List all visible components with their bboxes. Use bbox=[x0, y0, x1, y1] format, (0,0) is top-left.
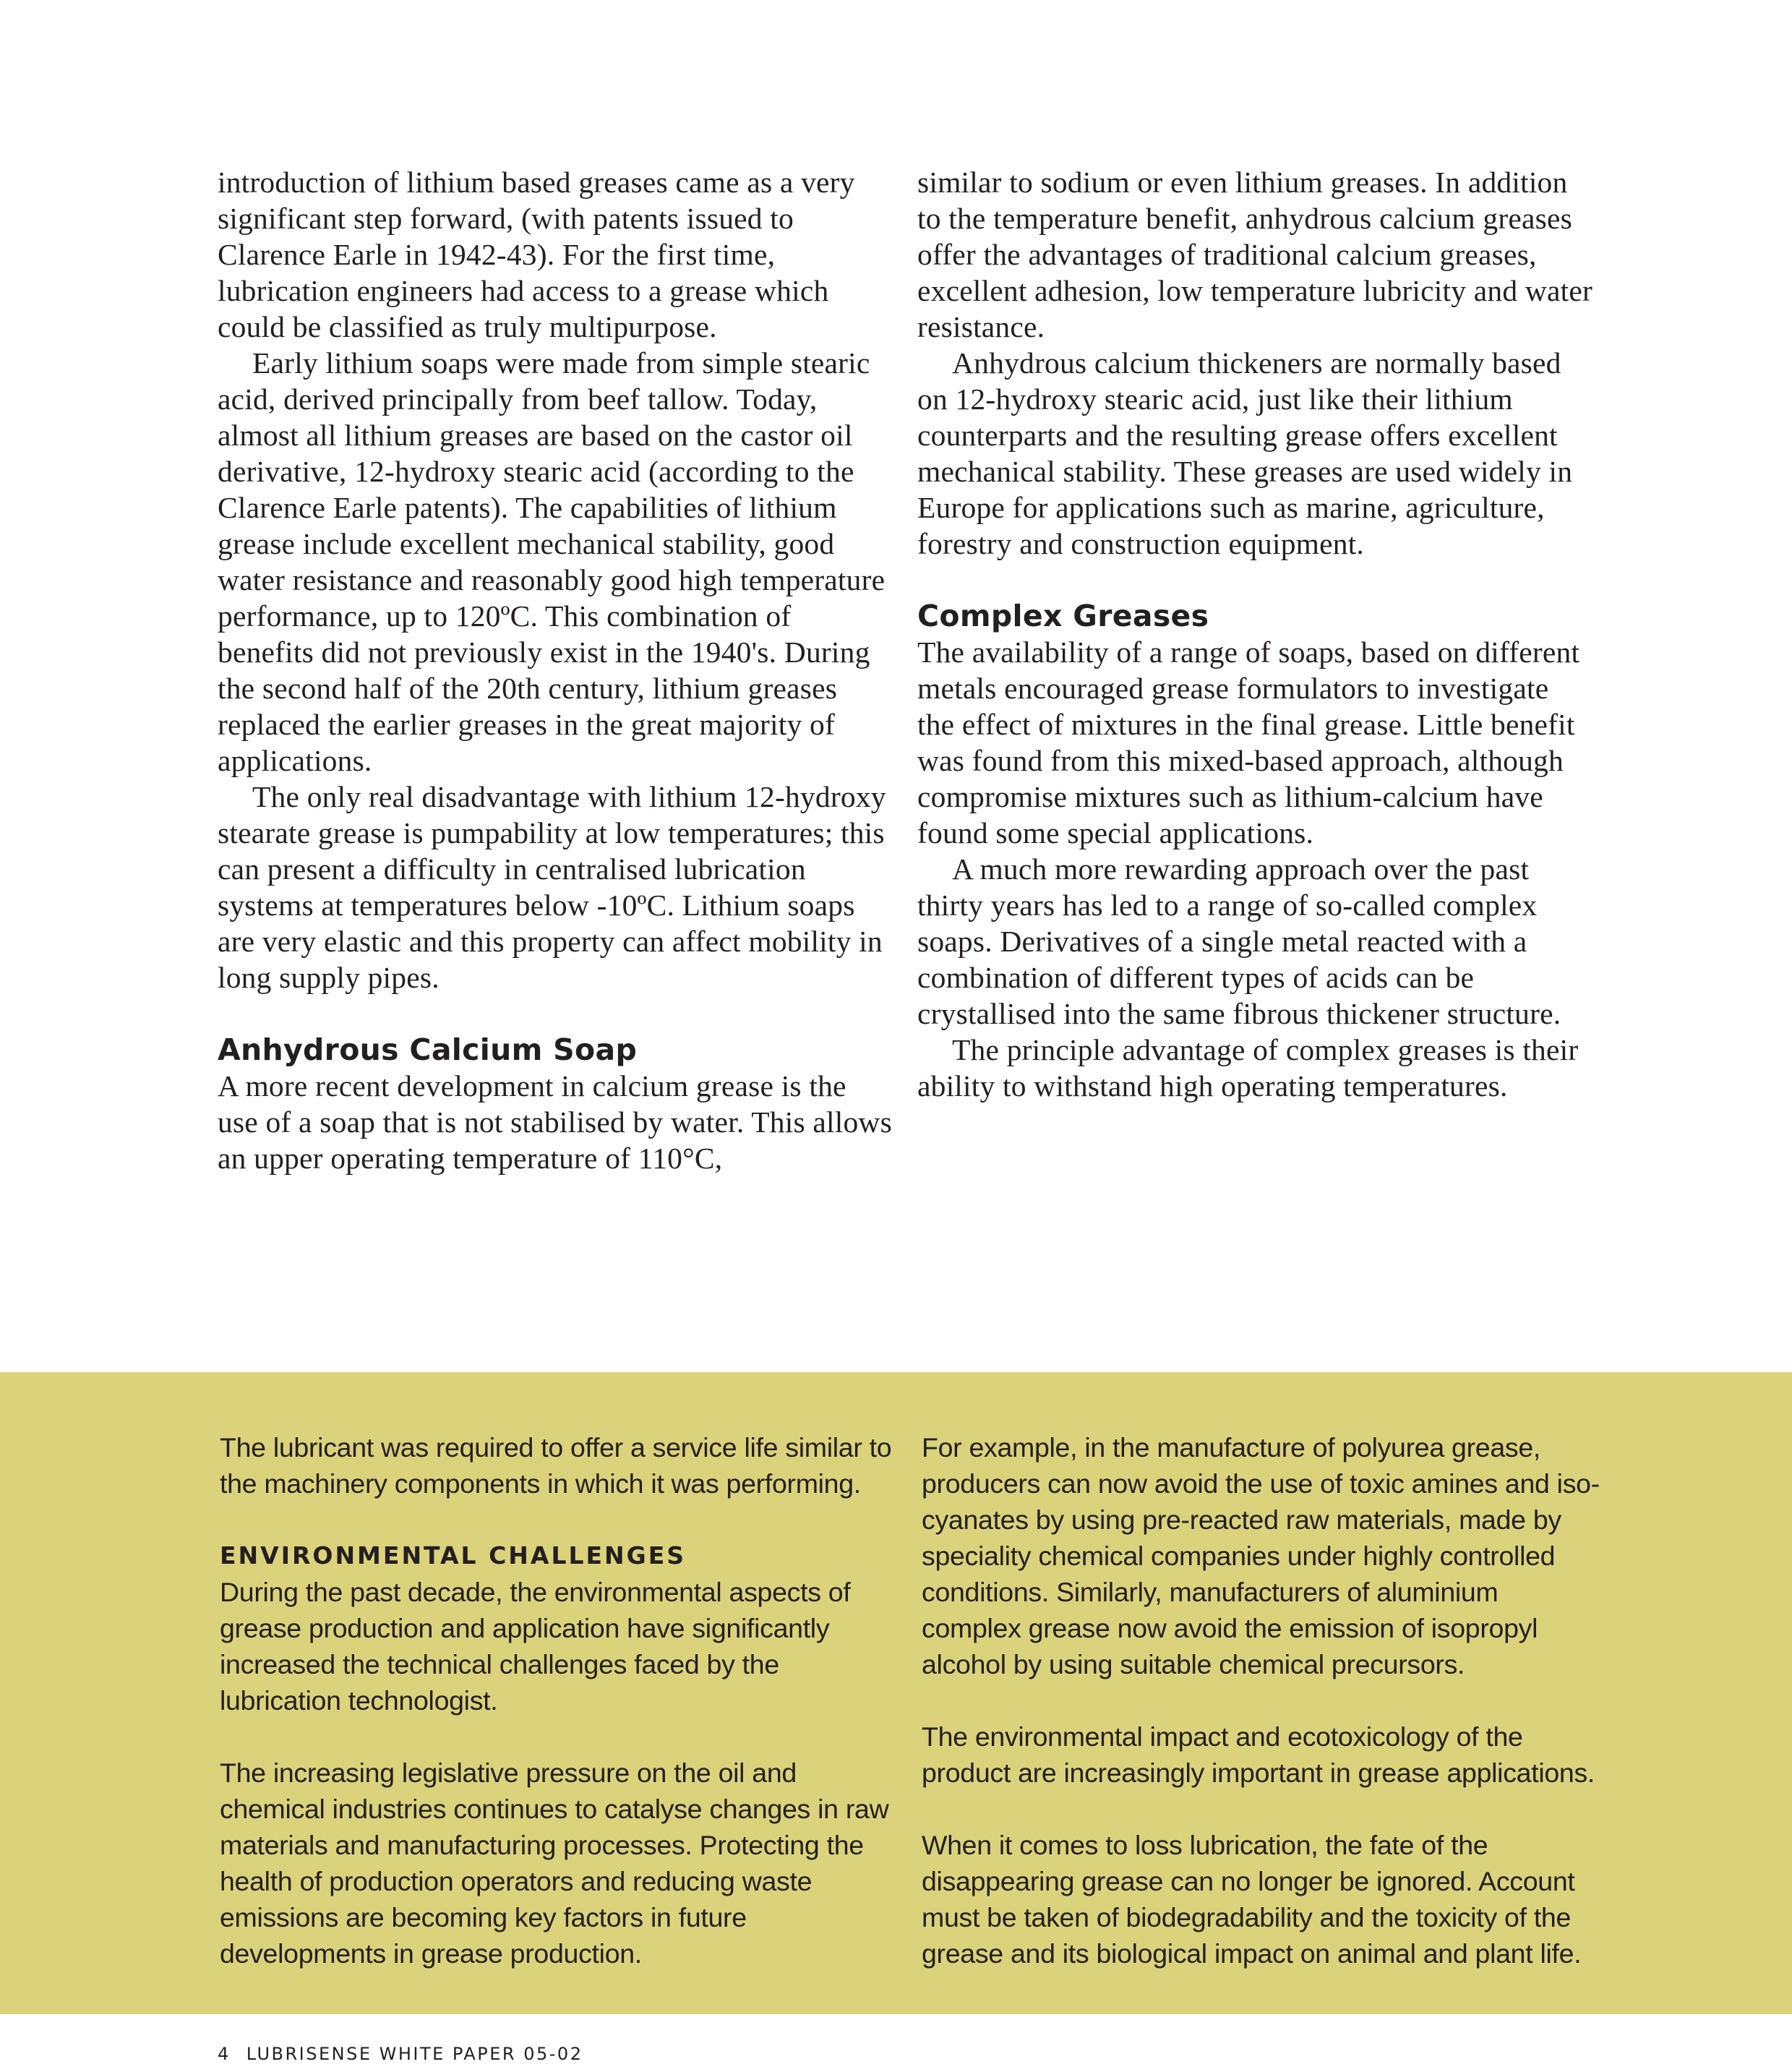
publication-title: LUBRISENSE WHITE PAPER 05-02 bbox=[246, 2044, 583, 2064]
band-paragraph: The increasing legislative pressure on the oil and chemical industries continues to catalyse changes in raw materials and manufacturing processes. Protecting the health of production operators and reducing waste emissions are becoming key factors in future developments in grease production. bbox=[220, 1758, 889, 1969]
body-paragraph: A much more rewarding approach over the past thirty years has led to a range of so-called complex soaps. Derivatives of a single metal reacted with a combination of different types of acids can be crystallised into the same fibrous thickener structure. bbox=[917, 852, 1561, 1030]
body-paragraph: The availability of a range of soaps, based on different metals encouraged grease formulators to investigate the effect of mixtures in the final grease. Little benefit was found from this mixed-based approach, although compromise mixtures such as lithium-calcium have found some special applications. bbox=[917, 635, 1580, 849]
body-paragraph: The principle advantage of complex greases is their ability to withstand high operating temperatures. bbox=[917, 1033, 1579, 1103]
section-heading-complex-greases: Complex Greases bbox=[917, 599, 1209, 633]
band-column-right bbox=[922, 1429, 1601, 1972]
main-column-right bbox=[917, 164, 1593, 1104]
body-paragraph: The only real disadvantage with lithium 12-hydroxy stearate grease is pumpability at low temperatures; this can present a difficulty in centralised lubrication systems at temperatures below -10ºC. Lithium soaps are very elastic and this property can affect mobility in long supply pipes. bbox=[218, 780, 886, 994]
body-paragraph: similar to sodium or even lithium greases. In addition to the temperature benefit, anhydrous calcium greases offer the advantages of traditional calcium greases, excellent adhesion, low temperature lubricity and water resistance. bbox=[917, 166, 1593, 343]
band-paragraph: When it comes to loss lubrication, the fate of the disappearing grease can no longer be ignored. Account must be taken of biodegradability and the toxicity of the grease and its biological impact on animal and plant life. bbox=[922, 1830, 1582, 1969]
band-heading-environmental-challenges: ENVIRONMENTAL CHALLENGES bbox=[220, 1541, 687, 1570]
band-paragraph: For example, in the manufacture of polyurea grease, producers can now avoid the use of toxic amines and iso-cyanates by using pre-reacted raw materials, made by speciality chemical companies under highly controlled conditions. Similarly, manufacturers of aluminium complex grease now avoid the emission of isopropyl alcohol by using suitable chemical precursors. bbox=[922, 1432, 1600, 1679]
body-paragraph: introduction of lithium based greases came as a very significant step forward, (with patents issued to Clarence Earle in 1942-43). For the first time, lubrication engineers had access to a grease which could be classified as truly multipurpose. bbox=[218, 166, 855, 343]
page-number: 4 bbox=[218, 2044, 231, 2064]
band-paragraph: During the past decade, the environmental aspects of grease production and application have significantly increased the technical challenges faced by the lubrication technologist. bbox=[220, 1577, 851, 1716]
body-paragraph: Early lithium soaps were made from simple stearic acid, derived principally from beef tallow. Today, almost all lithium greases are based on the castor oil derivative, 12-hydroxy stearic acid (according to the Clarence Earle patents). The capabilities of lithium grease include excellent mechanical stability, good water resistance and reasonably good high temperature performance, up to 120ºC. This combination of benefits did not previously exist in the 1940's. During the second half of the 20th century, lithium greases replaced the earlier greases in the great majority of applications. bbox=[218, 346, 886, 777]
band-column-left bbox=[220, 1429, 899, 1972]
section-heading-anhydrous-calcium-soap: Anhydrous Calcium Soap bbox=[218, 1032, 638, 1067]
page-footer bbox=[218, 2043, 583, 2065]
main-column-left bbox=[218, 164, 893, 1176]
band-paragraph: The environmental impact and ecotoxicology of the product are increasingly important in grease applications. bbox=[922, 1721, 1595, 1788]
body-paragraph: Anhydrous calcium thickeners are normally based on 12-hydroxy stearic acid, just like their lithium counterparts and the resulting grease offers excellent mechanical stability. These greases are used widely in Europe for applications such as marine, agriculture, forestry and construction equipment. bbox=[917, 346, 1573, 560]
body-paragraph: A more recent development in calcium grease is the use of a soap that is not stabilised by water. This allows an upper operating temperature of 110°C, bbox=[218, 1069, 892, 1175]
band-paragraph: The lubricant was required to offer a service life similar to the machinery components in which it was performing. bbox=[220, 1432, 892, 1499]
